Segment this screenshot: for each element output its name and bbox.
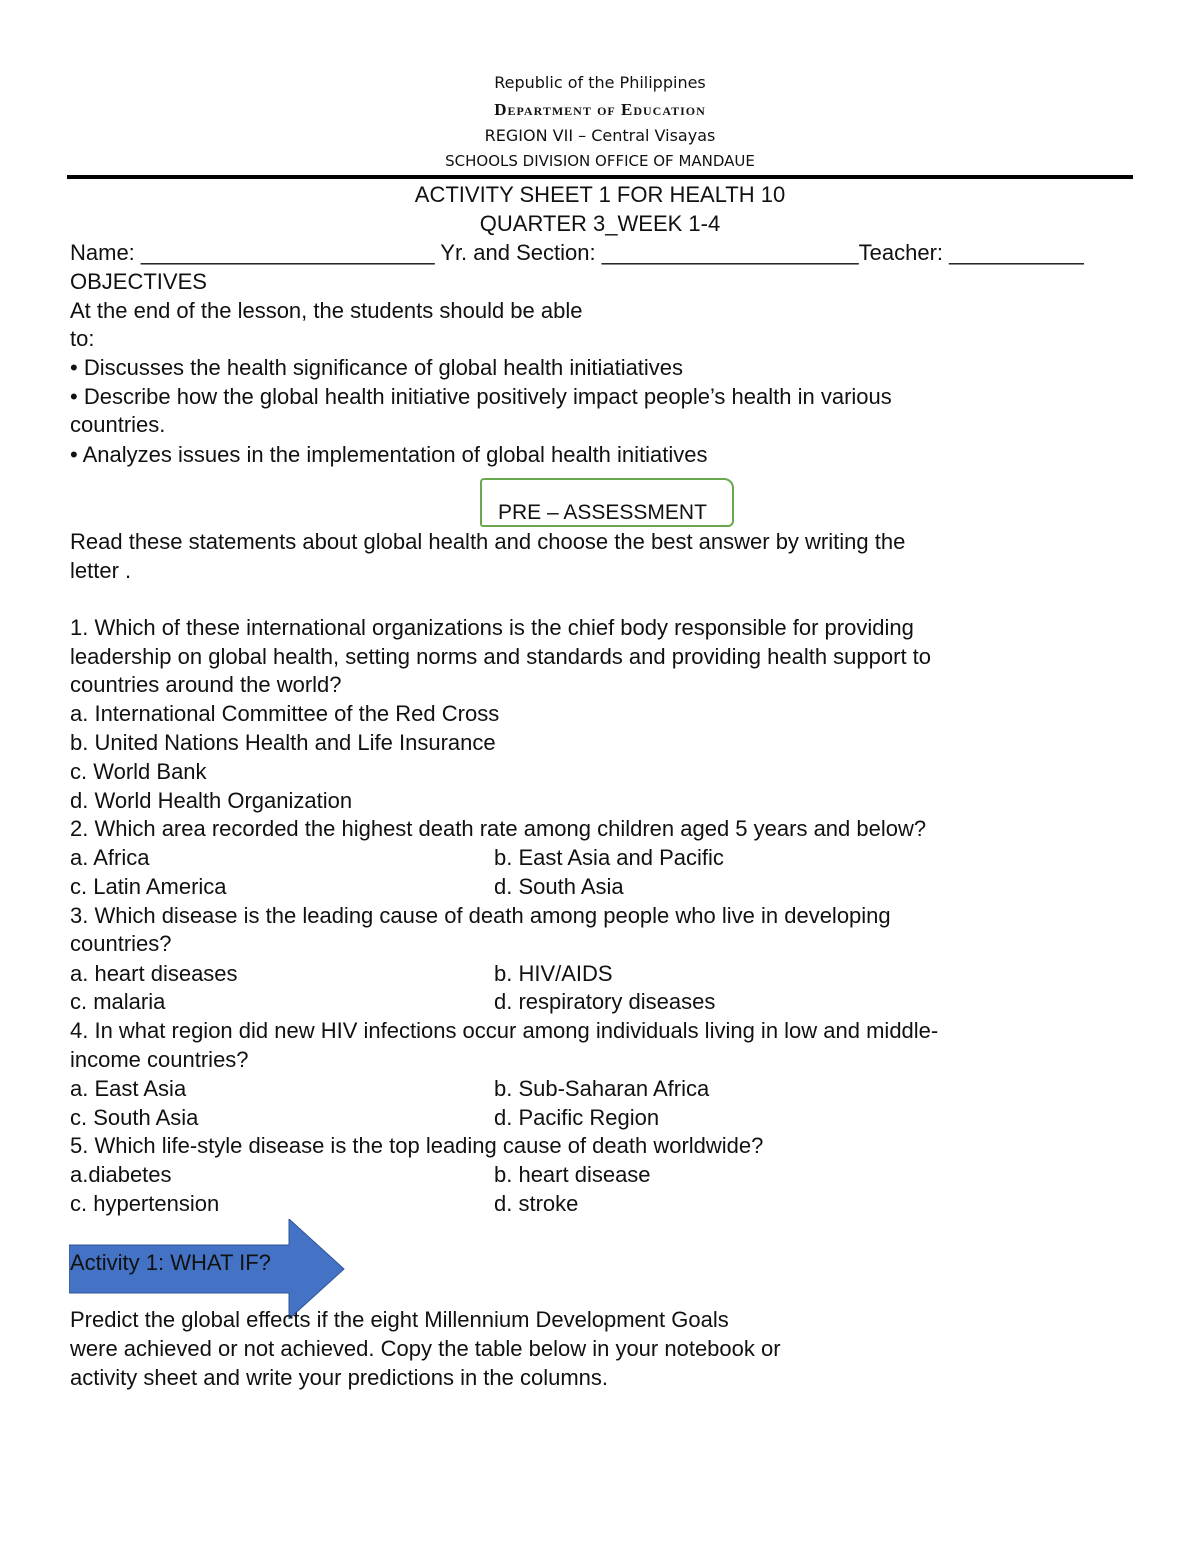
question-2: 2. Which area recorded the highest death rate among children aged 5 years and below? xyxy=(70,816,927,841)
question-1: 1. Which of these international organizations is the chief body responsible for providing xyxy=(70,615,914,640)
header-division: SCHOOLS DIVISION OFFICE OF MANDAUE xyxy=(445,152,755,170)
header-divider xyxy=(67,175,1133,179)
activity-heading: Activity 1: WHAT IF? xyxy=(70,1250,271,1275)
question-3: 3. Which disease is the leading cause of death among people who live in developing xyxy=(70,903,891,928)
objective-item-1: • Discusses the health significance of global health initiatiatives xyxy=(70,355,684,380)
student-info-fields: Name: ________________________ Yr. and Section: _____________________Teacher: ___________ xyxy=(70,240,1084,265)
question-1-choice-b: b. United Nations Health and Life Insurance xyxy=(70,730,496,755)
question-1-choice-c: c. World Bank xyxy=(70,759,207,784)
question-3-choice-c: c. malaria xyxy=(70,989,166,1014)
question-3-choice-a: a. heart diseases xyxy=(70,961,238,986)
header-region: REGION VII – Central Visayas xyxy=(484,126,716,145)
header-department: Department of Education xyxy=(494,100,706,119)
objectives-heading: OBJECTIVES xyxy=(70,269,207,294)
objectives-intro: At the end of the lesson, the students should be able xyxy=(70,298,583,323)
question-1-cont: leadership on global health, setting norms and standards and providing health support to xyxy=(70,644,932,669)
activity-instructions: Predict the global effects if the eight Millennium Development Goals xyxy=(70,1307,729,1332)
question-5-choice-a: a.diabetes xyxy=(70,1162,172,1187)
question-3-cont: countries? xyxy=(70,931,172,956)
objective-item-3: • Analyzes issues in the implementation of global health initiatives xyxy=(70,442,708,467)
pre-assessment-instructions: Read these statements about global health and choose the best answer by writing the xyxy=(70,529,906,554)
question-4-choice-d: d. Pacific Region xyxy=(494,1105,660,1130)
question-1-cont: countries around the world? xyxy=(70,672,342,697)
question-5-choice-c: c. hypertension xyxy=(70,1191,220,1216)
question-1-choice-a: a. International Committee of the Red Cross xyxy=(70,701,500,726)
question-5-choice-b: b. heart disease xyxy=(494,1162,651,1187)
question-3-choice-b: b. HIV/AIDS xyxy=(494,961,613,986)
pre-assessment-heading: PRE – ASSESSMENT xyxy=(498,501,707,524)
question-4-cont: income countries? xyxy=(70,1047,249,1072)
question-4-choice-c: c. South Asia xyxy=(70,1105,199,1130)
objectives-intro-cont: to: xyxy=(70,326,95,351)
question-2-choice-d: d. South Asia xyxy=(494,874,624,899)
header-republic: Republic of the Philippines xyxy=(494,73,706,92)
question-5-choice-d: d. stroke xyxy=(494,1191,579,1216)
question-3-choice-d: d. respiratory diseases xyxy=(494,989,716,1014)
activity-instructions-cont: activity sheet and write your predictions in the columns. xyxy=(70,1365,609,1390)
question-4-choice-b: b. Sub-Saharan Africa xyxy=(494,1076,710,1101)
question-2-choice-c: c. Latin America xyxy=(70,874,227,899)
question-1-choice-d: d. World Health Organization xyxy=(70,788,353,813)
objective-item-2: • Describe how the global health initiative positively impact people’s health in various xyxy=(70,384,892,409)
question-2-choice-b: b. East Asia and Pacific xyxy=(494,845,724,870)
sheet-quarter: QUARTER 3_WEEK 1-4 xyxy=(479,211,721,236)
question-5: 5. Which life-style disease is the top leading cause of death worldwide? xyxy=(70,1133,764,1158)
objective-item-2-cont: countries. xyxy=(70,412,166,437)
activity-instructions-cont: were achieved or not achieved. Copy the table below in your notebook or xyxy=(70,1336,781,1361)
question-4: 4. In what region did new HIV infections occur among individuals living in low and middle- xyxy=(70,1018,939,1043)
question-4-choice-a: a. East Asia xyxy=(70,1076,187,1101)
pre-assessment-instructions-cont: letter . xyxy=(70,558,132,583)
sheet-title: ACTIVITY SHEET 1 FOR HEALTH 10 xyxy=(414,182,786,207)
question-2-choice-a: a. Africa xyxy=(70,845,150,870)
